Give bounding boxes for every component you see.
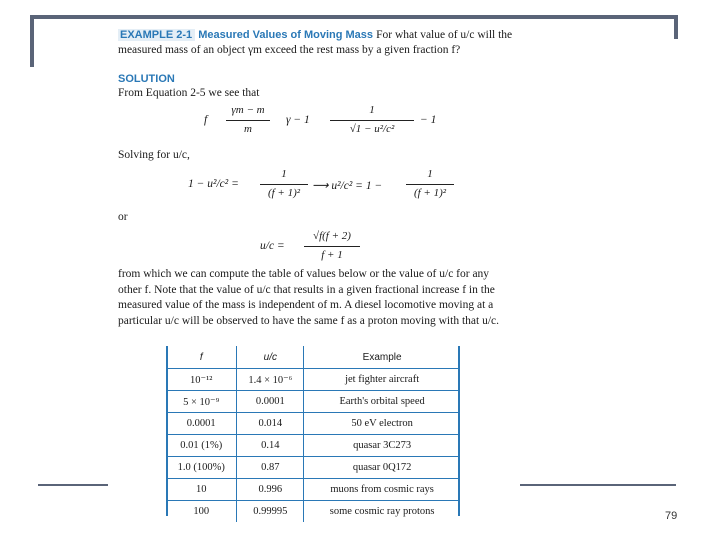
table-row xyxy=(166,391,460,413)
textbook-page xyxy=(108,20,516,516)
cell-uc: 0.996 xyxy=(237,479,304,501)
eq2-denominator: (f + 1)² xyxy=(267,187,301,199)
table-row xyxy=(166,457,460,479)
eq2-numerator-2: 1 xyxy=(427,168,433,180)
eq3-lhs: u/c = xyxy=(260,240,285,252)
eq3-numerator: √f(f + 2) xyxy=(313,230,351,242)
or-text: or xyxy=(118,211,128,223)
eq1-lhs: f xyxy=(204,114,208,126)
table-row xyxy=(166,479,460,501)
example-tag: EXAMPLE 2-1 xyxy=(118,29,195,41)
footer-rule-right xyxy=(520,484,676,486)
eq1-fraction-bar xyxy=(226,120,270,121)
cell-example: Earth's orbital speed xyxy=(304,391,460,413)
frame-top-rule xyxy=(30,15,678,19)
example-header xyxy=(118,28,518,58)
cell-f: 10⁻¹² xyxy=(166,369,237,391)
footer-rule-left xyxy=(38,484,108,486)
eq3-denominator: f + 1 xyxy=(321,249,343,261)
eq2-fraction-bar xyxy=(260,184,308,185)
eq1-one: 1 xyxy=(369,104,375,116)
header-example: Example xyxy=(304,346,460,369)
eq1-fraction-bar-2 xyxy=(330,120,414,121)
cell-uc: 0.87 xyxy=(237,457,304,479)
table-row xyxy=(166,369,460,391)
cell-f: 100 xyxy=(166,501,237,523)
example-question: For what value of u/c will the measured mass of an object γm exceed the rest mass by a given fraction f? xyxy=(118,29,513,56)
cell-uc: 1.4 × 10⁻⁶ xyxy=(237,369,304,391)
solving-text: Solving for u/c, xyxy=(118,149,190,161)
cell-example: 50 eV electron xyxy=(304,413,460,435)
frame-right-rule xyxy=(674,15,678,39)
cell-uc: 0.0001 xyxy=(237,391,304,413)
cell-example: jet fighter aircraft xyxy=(304,369,460,391)
eq3-fraction-bar xyxy=(304,246,360,247)
eq1-root-denominator: √1 − u²/c² xyxy=(349,123,395,135)
table-row xyxy=(166,501,460,523)
cell-uc: 0.14 xyxy=(237,435,304,457)
cell-uc: 0.99995 xyxy=(237,501,304,523)
example-title: Measured Values of Moving Mass xyxy=(198,29,374,41)
eq1-middle: γ − 1 xyxy=(286,114,310,126)
solution-heading: SOLUTION xyxy=(118,73,175,85)
cell-example: some cosmic ray protons xyxy=(329,506,435,517)
solution-intro: From Equation 2-5 we see that xyxy=(118,87,260,99)
cell-f: 0.0001 xyxy=(166,413,237,435)
cell-example: muons from cosmic rays xyxy=(304,479,460,501)
eq2-lhs: 1 − u²/c² = xyxy=(188,178,239,190)
cell-f: 1.0 (100%) xyxy=(166,457,237,479)
conclusion-paragraph: from which we can compute the table of values below or the value of u/c for any other f. Note that the value of u/c that results in a given fractional increase f in the measured value of the mass is independent of m. A diesel locomotive moving at a particular u/c will be observed to have the same f as a proton moving with that u/c. xyxy=(118,268,499,327)
table-row xyxy=(166,413,460,435)
eq1-denominator: m xyxy=(244,123,252,135)
cell-f: 0.01 (1%) xyxy=(166,435,237,457)
eq2-fraction-bar-2 xyxy=(406,184,454,185)
header-f: f xyxy=(166,346,237,369)
eq2-numerator: 1 xyxy=(281,168,287,180)
cell-f: 10 xyxy=(166,479,237,501)
frame-left-rule xyxy=(30,15,34,67)
cell-uc: 0.014 xyxy=(237,413,304,435)
cell-example: quasar 3C273 xyxy=(304,435,460,457)
slide-number: 79 xyxy=(665,510,678,522)
values-table xyxy=(166,346,460,522)
eq2-denominator-2: (f + 1)² xyxy=(413,187,447,199)
cell-f: 5 × 10⁻⁹ xyxy=(166,391,237,413)
eq1-numerator: γm − m xyxy=(231,104,265,116)
table-header-row xyxy=(166,346,460,369)
cell-example: quasar 0Q172 xyxy=(304,457,460,479)
header-uc: u/c xyxy=(237,346,304,369)
eq2-arrow: ⟶ u²/c² = 1 − xyxy=(312,180,383,192)
table-row xyxy=(166,435,460,457)
eq1-tail: − 1 xyxy=(420,114,437,126)
